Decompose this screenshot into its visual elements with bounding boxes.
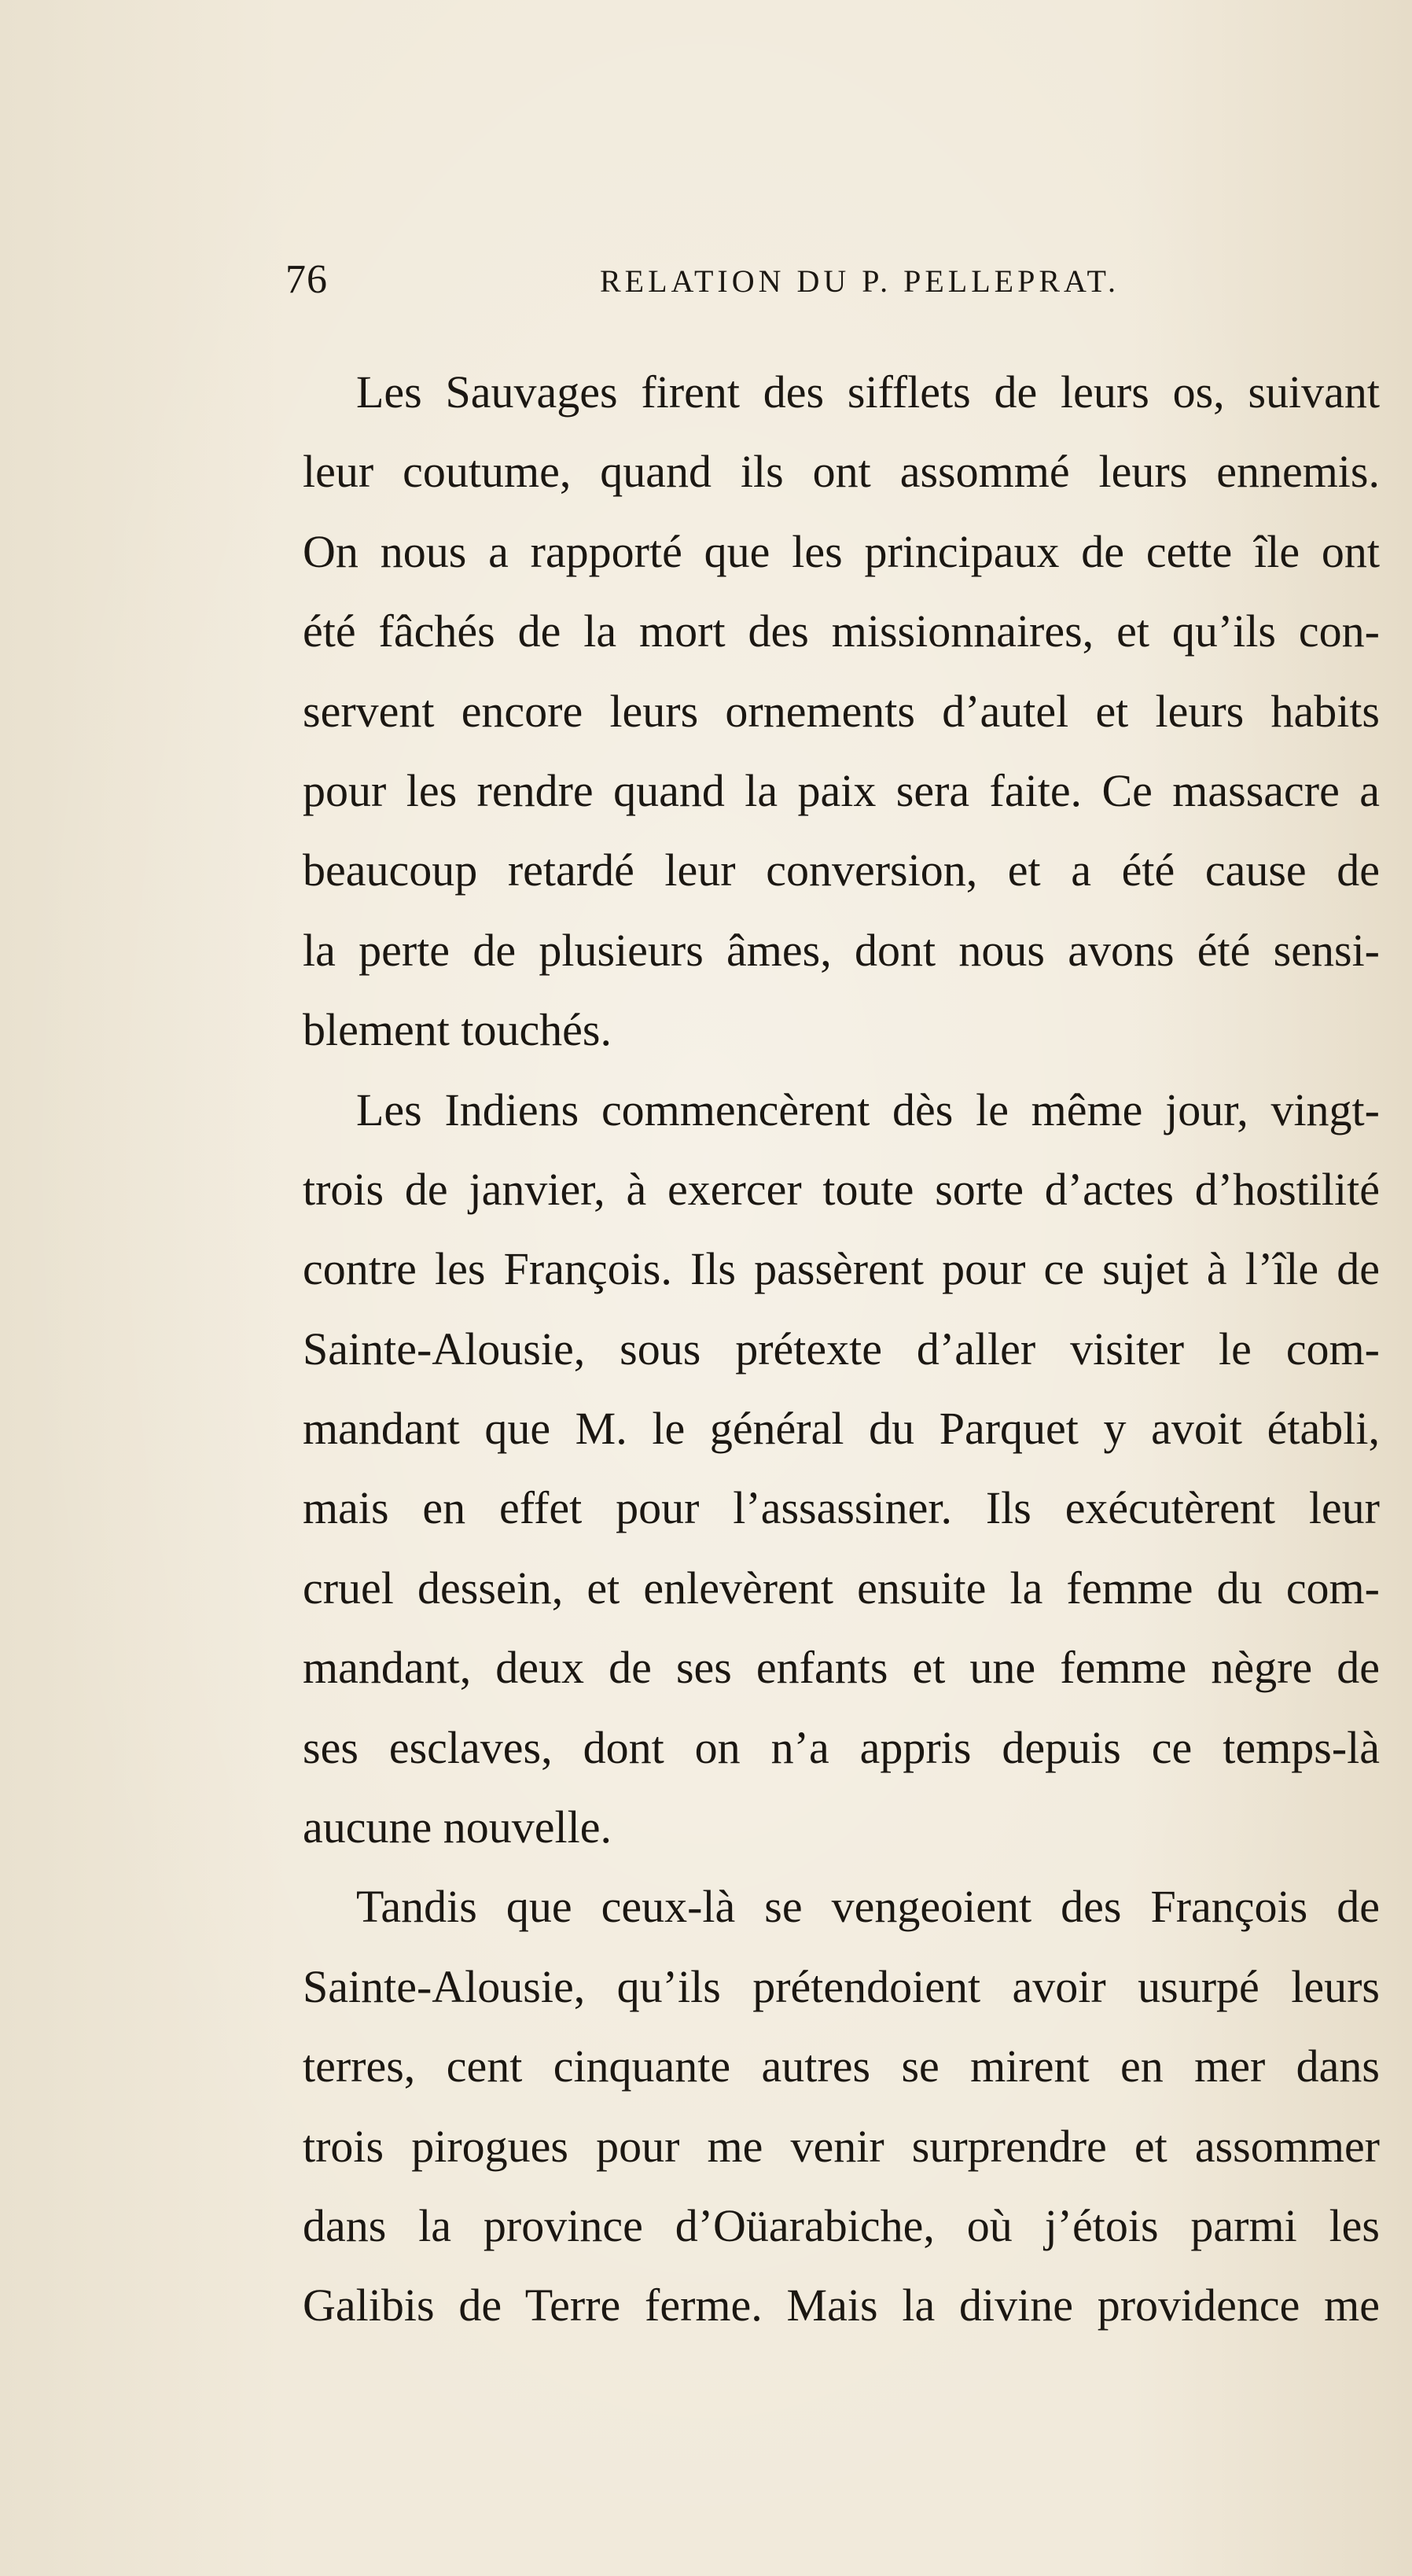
page-header: [285, 259, 1378, 315]
text-line: On nous a rapporté que les principaux de cette île ont: [303, 525, 1380, 577]
text-line: trois de janvier, à exercer toute sorte d’actes d’hostilité: [303, 1163, 1380, 1215]
text-line: servent encore leurs ornements d’autel et leurs habits: [303, 685, 1380, 737]
text-line: Galibis de Terre ferme. Mais la divine providence me: [303, 2280, 1380, 2331]
text-line: pour les rendre quand la paix sera faite. Ce massacre a: [303, 764, 1380, 816]
text-line: mandant que M. le général du Parquet y avoit établi,: [303, 1403, 1380, 1455]
text-line: contre les François. Ils passèrent pour ce sujet à l’île de: [303, 1243, 1380, 1295]
text-line: leur coutume, quand ils ont assommé leurs ennemis.: [303, 446, 1380, 498]
page-number: 76: [285, 257, 328, 302]
text-line: été fâchés de la mort des missionnaires, et qu’ils con-: [303, 605, 1380, 657]
text-line: Sainte-Alousie, sous prétexte d’aller visiter le com-: [303, 1323, 1380, 1374]
text-line: Tandis que ceux-là se vengeoient des François de: [356, 1881, 1380, 1933]
text-line: Les Sauvages firent des sifflets de leurs os, suivant: [356, 366, 1380, 418]
text-line: blement touchés.: [303, 1004, 612, 1056]
text-line: beaucoup retardé leur conversion, et a été cause de: [303, 845, 1380, 896]
text-line: dans la province d’Oüarabiche, où j’étois parmi les: [303, 2199, 1380, 2251]
text-line: cruel dessein, et enlevèrent ensuite la femme du com-: [303, 1562, 1380, 1614]
text-line: mandant, deux de ses enfants et une femme nègre de: [303, 1642, 1380, 1694]
text-line: terres, cent cinquante autres se mirent en mer dans: [303, 2041, 1380, 2092]
text-line: la perte de plusieurs âmes, dont nous avons été sensi-: [303, 924, 1380, 976]
text-line: aucune nouvelle.: [303, 1801, 612, 1853]
text-line: mais en effet pour l’assassiner. Ils exécutèrent leur: [303, 1482, 1380, 1534]
text-line: Les Indiens commencèrent dès le même jour, vingt-: [356, 1084, 1380, 1135]
running-head: RELATION DU P. PELLEPRAT.: [600, 263, 1120, 299]
text-line: trois pirogues pour me venir surprendre et assommer: [303, 2120, 1380, 2172]
body-text: [303, 352, 1380, 2346]
text-line: ses esclaves, dont on n’a appris depuis ce temps-là: [303, 1721, 1380, 1773]
text-line: Sainte-Alousie, qu’ils prétendoient avoir usurpé leurs: [303, 1960, 1380, 2012]
